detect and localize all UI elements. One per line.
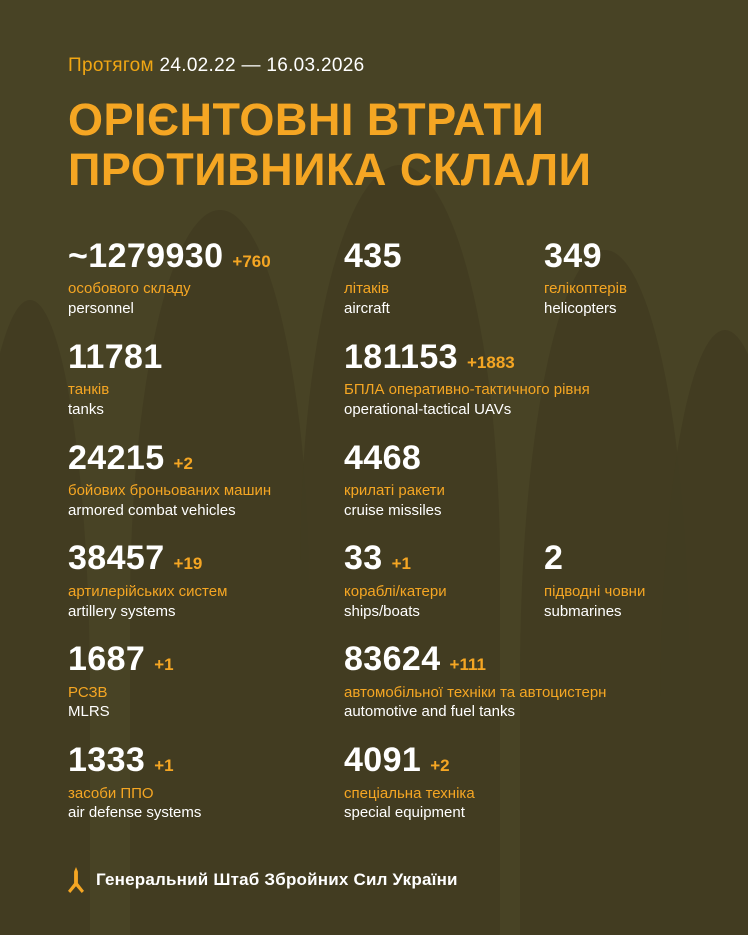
stat-value-line — [68, 742, 344, 779]
stat-value-line — [344, 440, 445, 477]
stat-label-en: aircraft — [344, 299, 390, 317]
stat-armored-combat-vehicles — [68, 440, 344, 521]
stat-label-ua: РСЗВ — [68, 683, 108, 701]
stat-delta: +760 — [232, 251, 271, 271]
stat-value-line — [68, 238, 344, 275]
stat-label-en: submarines — [544, 602, 622, 620]
stats-row — [68, 440, 680, 521]
footer — [68, 867, 458, 893]
stat-label-ua: БПЛА оперативно-тактичного рівня — [344, 381, 590, 399]
stat-value-line — [68, 339, 344, 376]
stat-delta: +1 — [154, 756, 174, 776]
stat-artillery-systems — [68, 540, 344, 621]
stat-label-en: MLRS — [68, 703, 110, 721]
stat-value: 33 — [344, 539, 383, 578]
stat-value-line — [544, 540, 645, 577]
stat-label-en: ships/boats — [344, 602, 420, 620]
stat-submarines — [544, 540, 645, 621]
stat-value: 38457 — [68, 539, 165, 578]
stat-value-line — [68, 641, 344, 678]
stat-value-line — [544, 238, 627, 275]
stat-label-en: automotive and fuel tanks — [344, 703, 515, 721]
stat-value: 1687 — [68, 640, 146, 679]
stat-value: ~1279930 — [68, 236, 224, 275]
stat-delta: +2 — [430, 756, 450, 776]
stat-uavs — [344, 339, 590, 420]
period-start: 24.02.22 — [159, 55, 236, 76]
stat-tanks — [68, 339, 344, 420]
stat-label-ua: крилаті ракети — [344, 481, 445, 499]
stat-label-en: armored combat vehicles — [68, 501, 236, 519]
stat-label-ua: особового складу — [68, 280, 191, 298]
stat-label-en: tanks — [68, 400, 104, 418]
stat-value: 181153 — [344, 337, 458, 376]
stat-special-equipment — [344, 742, 475, 823]
stat-value: 1333 — [68, 741, 146, 780]
stat-value: 24215 — [68, 438, 165, 477]
stats-row — [68, 238, 680, 319]
stat-automotive-and-fuel-tanks — [344, 641, 606, 722]
stats-row — [68, 742, 680, 823]
period-dash: — — [241, 55, 261, 76]
stat-label-ua: артилерійських систем — [68, 582, 228, 600]
stat-label-en: air defense systems — [68, 804, 202, 822]
stat-label-ua: засоби ППО — [68, 784, 154, 802]
period-end: 16.03.2026 — [266, 55, 365, 76]
stat-delta: +1 — [391, 554, 412, 574]
stat-value: 4091 — [344, 741, 422, 780]
stat-air-defense-systems — [68, 742, 344, 823]
stat-mlrs — [68, 641, 344, 722]
stat-label-ua: автомобільної техніки та автоцистерн — [344, 683, 607, 701]
stat-label-ua: гелікоптерів — [544, 280, 627, 298]
stat-delta: +19 — [173, 554, 203, 574]
stat-delta: +1 — [154, 655, 174, 675]
stat-label-en: personnel — [68, 299, 134, 317]
stat-label-en: special equipment — [344, 804, 465, 822]
stat-value: 349 — [544, 236, 602, 275]
page-title-line1: ОРІЄНТОВНІ ВТРАТИ — [68, 94, 545, 145]
stat-label-ua: танків — [68, 381, 110, 399]
stat-value: 435 — [344, 236, 402, 275]
stat-value-line — [344, 540, 544, 577]
stats-row — [68, 540, 680, 621]
stat-value-line — [68, 540, 344, 577]
stat-label-en: operational-tactical UAVs — [344, 400, 512, 418]
period-prefix: Протягом — [68, 55, 154, 76]
stat-value-line — [344, 339, 590, 376]
stat-value: 4468 — [344, 438, 422, 477]
stat-label-en: cruise missiles — [344, 501, 442, 519]
stat-value: 2 — [544, 539, 564, 578]
stat-value-line — [344, 641, 606, 678]
period-line — [68, 55, 680, 77]
stat-value: 11781 — [68, 337, 163, 376]
stat-value-line — [344, 238, 544, 275]
stat-delta: +111 — [449, 655, 486, 675]
stat-label-ua: літаків — [344, 280, 389, 298]
stat-aircraft — [344, 238, 544, 319]
stat-helicopters — [544, 238, 627, 319]
stat-value-line — [344, 742, 475, 779]
footer-text: Генеральний Штаб Збройних Сил України — [96, 870, 458, 889]
stat-label-en: artillery systems — [68, 602, 176, 620]
stat-personnel — [68, 238, 344, 319]
trident-icon — [68, 867, 84, 893]
stat-delta: +1883 — [466, 352, 515, 372]
stat-label-en: helicopters — [544, 299, 617, 317]
stat-value-line — [68, 440, 344, 477]
page-title — [68, 95, 680, 196]
stat-label-ua: підводні човни — [544, 582, 646, 600]
stats-row — [68, 641, 680, 722]
stat-label-ua: кораблі/катери — [344, 582, 447, 600]
page-title-line2: ПРОТИВНИКА СКЛАЛИ — [68, 144, 592, 196]
stat-delta: +2 — [173, 453, 193, 473]
stat-cruise-missiles — [344, 440, 445, 521]
stats-list — [68, 238, 680, 823]
stat-value: 83624 — [344, 640, 441, 679]
stat-label-ua: спеціальна техніка — [344, 784, 475, 802]
stats-row — [68, 339, 680, 420]
stat-ships-boats — [344, 540, 544, 621]
poster-content — [0, 55, 748, 823]
stat-label-ua: бойових броньованих машин — [68, 481, 272, 499]
